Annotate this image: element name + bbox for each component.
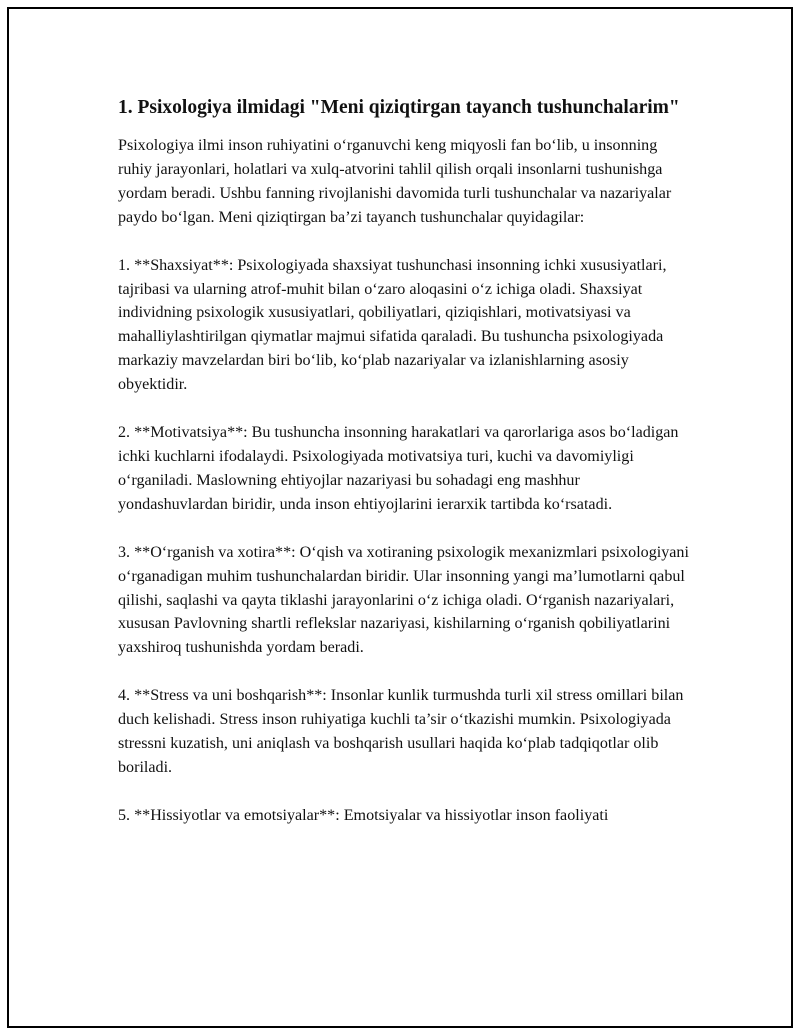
document-body <box>118 95 690 852</box>
paragraph-motivatsiya: 2. **Motivatsiya**: Bu tushuncha insonning harakatlari va qarorlariga asos bo‘ladigan ichki kuchlarni ifodalaydi. Psixologiyada motivatsiya turi, kuchi va davomiyligi o‘rganiladi. Maslowning ehtiyojlar nazariyasi bu sohadagi eng mashhur yondashuvlardan biridir, unda inson ehtiyojlarini ierarxik tartibda ko‘rsatadi. <box>118 424 679 513</box>
paragraph-organish-va-xotira: 3. **O‘rganish va xotira**: O‘qish va xotiraning psixologik mexanizmlari psixologiyani o‘rganadigan muhim tushunchalardan biridir. Ular insonning yangi ma’lumotlarni qabul qilishi, saqlashi va qayta tiklashi jarayonlarini o‘z ichiga oladi. O‘rganish nazariyalari, xususan Pavlovning shartli reflekslar nazariyasi, kishilarning o‘rganish qobiliyatlarini yaxshiroq tushunishda yordam beradi. <box>118 543 689 657</box>
paragraph-shaxsiyat: 1. **Shaxsiyat**: Psixologiyada shaxsiyat tushunchasi insonning ichki xususiyatlari, tajribasi va ularning atrof-muhit bilan o‘zaro aloqasini o‘z ichiga oladi. Shaxsiyat individning psixologik xususiyatlari, qobiliyatlari, qiziqishlari, motivatsiyasi va mahalliylashtirilgan qiymatlar majmui sifatida qaraladi. Bu tushuncha psixologiyada markaziy mavzelardan biri bo‘lib, ko‘plab nazariyalar va izlanishlarning asosiy obyektidir. <box>118 256 667 394</box>
paragraph-stress: 4. **Stress va uni boshqarish**: Insonlar kunlik turmushda turli xil stress omillari bilan duch kelishadi. Stress inson ruhiyatiga kuchli ta’sir o‘tkazishi mumkin. Psixologiyada stressni kuzatish, uni aniqlash va boshqarish usullari haqida ko‘plab tadqiqotlar olib boriladi. <box>118 687 684 776</box>
intro-paragraph: Psixologiya ilmi inson ruhiyatini o‘rganuvchi keng miqyosli fan bo‘lib, u insonning ruhiy jarayonlari, holatlari va xulq-atvorini tahlil qilish orqali insonlarni tushunishga yordam beradi. Ushbu fanning rivojlanishi davomida turli tushunchalar va nazariyalar paydo bo‘lgan. Meni qiziqtirgan ba’zi tayanch tushunchalar quyidagilar: <box>118 137 672 226</box>
document-title: 1. Psixologiya ilmidagi "Meni qiziqtirgan tayanch tushunchalarim" <box>118 97 680 118</box>
paragraph-hissiyotlar: 5. **Hissiyotlar va emotsiyalar**: Emotsiyalar va hissiyotlar inson faoliyati <box>118 806 609 824</box>
